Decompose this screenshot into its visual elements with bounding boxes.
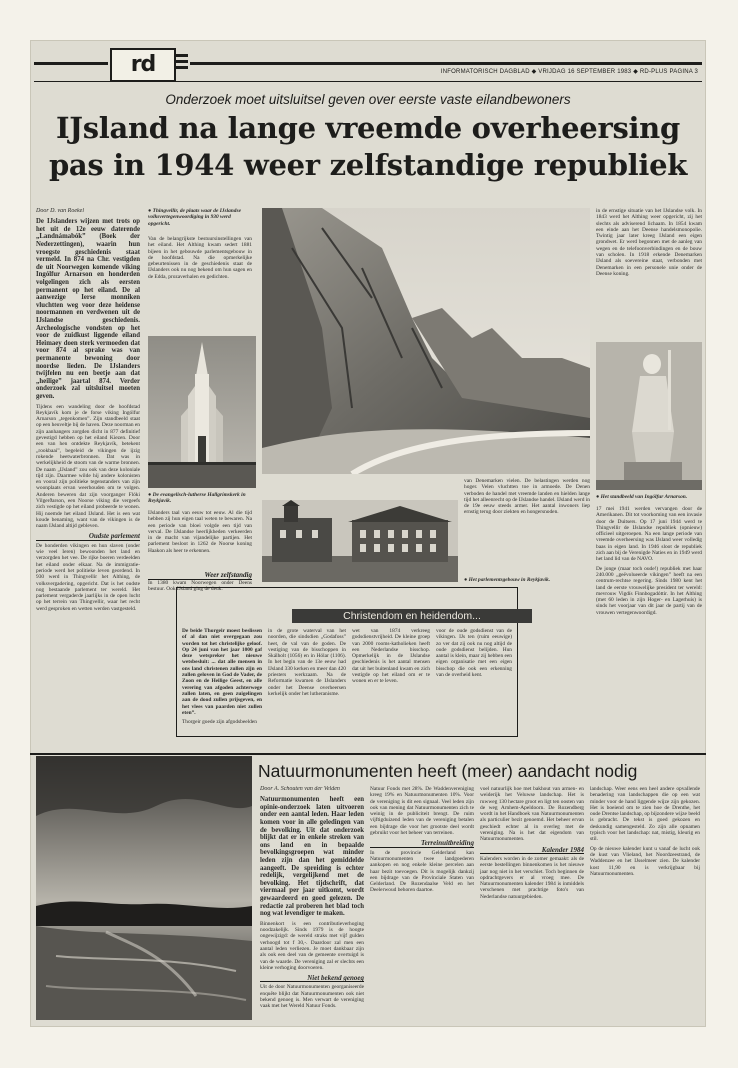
- body-text: Van de belangrijkste bestuursinstellingen van het eiland. Het Althing kwam sedert 1881 bijeen in het gebouwde parlementsgebouw in de hoofdstad. Na die opmerkelijke gebeurtenissen in de geschiedenis staat de IJslanders ook nu nog bekend om hun sagen en de Edda, prozaverhalen en gedichten.: [148, 236, 252, 280]
- article2-byline: Door A. Schouten van der Velden: [260, 786, 340, 792]
- subhead-weer-zelfstandig: Weer zelfstandig: [148, 571, 252, 580]
- body-text: De honderden vikingen en hun slaven (onder wie veel Ieren) bewoonden het land en verzorgden het vee. De rijke boeren verdeelden het eiland onder elkaar. Na de immigratie-periode werd het politieke leven geordend. In 930 werd in Thingvellir het Althing, de volksvergadering, opgericht. Dat is het oudste nog bestaande parlement ter wereld. Het parlement vergaderde jaarlijks in de open lucht op het terrein van Thingvellir, waar het recht werd gesproken en wetten werden vastgesteld.: [36, 542, 140, 612]
- article-headline: [30, 110, 706, 184]
- box-column-2: [268, 628, 346, 732]
- subhead-oudste-parlement: Oudste parlement: [36, 533, 140, 540]
- christendom-banner: Christendom en heidendom...: [292, 609, 532, 623]
- subhead-kalender: Kalender 1984: [480, 847, 584, 854]
- body-text: IJslanders taal van eeuw tot eeuw. Al die tijd hebben zij hun eigen taal weten te bewaren. Na een periode van bloei volgde een tijd van verval. De IJslandse heerlijkheden verkeerden in de macht van vijandelijke partijen. Het parlement besloot in 1262 de Noorse koning Haakon als heer te erkennen.: [148, 510, 252, 554]
- body-text: De jonge (maar toch oude!) republiek met haar 240.000 „geëvolueerde vikingen” heeft na een centrum-rechtse regering. Sinds 1980 kent het land de eerste vrouwelijke president ter wereld: mevrouw Vigdís Finnbogadóttir. In het Althing (met 60 leden in zijn Hoger- en Lagerhuis) is sinds het voorjaar van dit jaar de partij van de vrouwen vertegenwoordigd.: [596, 565, 702, 616]
- body-text: wet van 1874 verkreeg godsdienstvrijheid. De kleine groep van 2000 rooms-katholieken heeft een Nederlandse bisschop. Opmerkelijk in de IJslandse geschiedenis is het aantal mensen dat uit het buitenland kwam en zich vestigde op het eiland om er te wonen en er te leven.: [352, 628, 430, 685]
- body-text: Thorgeir goede zijn afgodsbeelden: [182, 719, 257, 726]
- parliament-illustration: [262, 500, 458, 582]
- article-column-1: [36, 208, 140, 748]
- photo-statue: [596, 342, 702, 490]
- subhead-terreinuitbreiding: Terreinuitbreiding: [370, 840, 474, 847]
- article2-lead: Natuurmonumenten heeft een opinie-onderzoek laten uitvoeren onder een aantal leden. Haar leden komen voor in alle geledingen van de bevolking. Uit dat onderzoek blijkt dat er in enkele streken van ons land en in bepaalde bevolkingsgroepen wat minder leden zijn dan het gemiddelde aangeeft. De spreiding is echter redelijk, vergelijkend met de bevolking. Het tijdschrift, dat viermaal per jaar uitkomt, wordt gewaardeerd en goed gelezen. De redactie zal proberen het blad toch nog wat levendiger te maken.: [260, 796, 364, 918]
- caption-parliament: ● Het parlementsgebouw in Reykjavík.: [464, 577, 551, 583]
- caption-thingvellir: ● Thingvellir, de plaats waar de IJslandse volksvertegenwoordiging in 930 werd opgericht.: [148, 208, 241, 227]
- article-column-2-top: [148, 236, 252, 302]
- masthead: [34, 48, 702, 82]
- byline: Door D. van Roekel: [36, 208, 84, 214]
- box-column-3: [352, 628, 430, 732]
- body-text: voel natuurlijk hoe met bakhout van armen- en weiderijk het Veluwse landschap. Het is ruwweg 130 hectare groot en ligt ten oosten van de weg Arnhem-Apeldoorn. De Rozendberg wordt in het Handboek van Natuurmonumenten als particulier bezit genoemd. Het beheer ervan geschiedt echter al in overleg met de vereniging. Na is het dat eigendom van Natuurmonumenten.: [480, 786, 584, 843]
- body-text: in de ernstige situatie van het IJslandse volk. In 1843 werd het Althing weer opgericht, zij het slechts als adviserend lichaam. In 1854 kwam een einde aan het Deense handelsmonopolie. Twintig jaar later kreeg IJsland een eigen grondwet. Er werd begonnen met de aanleg van wegen en de telefoonverbindingen en de bouw van scholen. In 1918 erkende Denemarken IJsland als soevereine staat, verbonden met Denemarken in een personele unie onder de Deense koning.: [596, 208, 702, 277]
- church-illustration: [148, 336, 256, 488]
- body-text: in de grote waterval van het noorden, die sindsdien „Godafoss” heet, de val van de goden. De vestiging van de bisschoppen in Skálholt (1056) en in Hólar (1106). In het begin van de 13e eeuw had IJsland 330 kerken en meer dan 420 priesters werkzaam. Na de Reformatie kwamen de IJslanders onder het Deense overheersen kerkelijk onder het lutheranisme.: [268, 628, 346, 697]
- body-text: voor de oude godsdienst van de vikingen. IJs ten (ruim eeuwige) zo ver dat zij ook nu nog altijd de oude godsdienst belijden. Hun aantal is klein, maar zij hebben een eigen organisatie met een eigen bisschop die ook een erkenning van de overheid kent.: [436, 628, 512, 679]
- newspaper-page: [30, 40, 706, 1027]
- article-column-4-bottom: [596, 506, 702, 752]
- box-column-4: [436, 628, 512, 732]
- article2-column-2: [370, 786, 474, 1022]
- masthead-rule-right: [190, 62, 702, 65]
- article-kicker: Onderzoek moet uitsluitsel geven over eerste vaste eilandbewoners: [165, 92, 571, 107]
- headline-line-1: IJsland na lange vreemde overheersing: [56, 111, 680, 145]
- water-landscape: [36, 756, 252, 1020]
- statue-illustration: [596, 342, 702, 490]
- section-divider: [30, 753, 706, 755]
- body-text: Uit de door Natuurmonumenten georganiseerde enquête blijkt dat Natuurmonumenten ook niet bekend genoeg is. Men verwart de vereniging vaak met het Wereld Natuur Fonds.: [260, 984, 364, 1010]
- article-column-2-mid: [148, 510, 252, 570]
- body-text: Binnenkort is een contributieverhoging noodzakelijk. Sinds 1979 is de hoogte ongewijzigd: de wereld straks met vijf gulden verhoogd tot f 30,-. Daardoor zal men een aantal leden verliezen. Je moet dankbaar zijn als ook een deel van de gemeente overtuigd is van de waarde. De vereniging zal er slechts een kleine verhoging doorvoeren.: [260, 920, 364, 971]
- box-column-1: [182, 628, 262, 732]
- article2-headline: Natuurmonumenten heeft (meer) aandacht nodig: [258, 761, 638, 781]
- body-text: Tijdens een wandeling door de hoofdstad Reykjavík kom je de forse viking Ingólfur Arnarson „tegenkomen”. Zijn standbeeld staat op een heuveltje bij de haven. Deze noorman en zijn aanhangers zorgden dicht in 877 definitief gevestigd hebben op het eiland Kiezen. Door een van hen ontdekte Reykjavík, betekent „rookbaai”, begeleid de vikingen de ijzig rokende heetwaterbronnen. Dat was in werkelijkheid de stoom van de warme bronnen. De naam „IJsland” zou ook van deze koloniale tijd zijn. Daarmee wilde hij andere kolonisten en vooral zijn politieke tegenstanders van zijn woonplaats ervan weerhouden om te volgen. Anderen beweren dat zijn voorganger Flóki Vilgerðarson, een Noorse viking die vergeefs zich vestigde op het eiland probeerde te wonen. Hij noemde het eiland IJsland. Het is een wat koude benaming, want van de vikingen is de naam IJsland altijd gebleven.: [36, 403, 140, 530]
- article-column-4-top: [596, 208, 702, 340]
- masthead-underline: [34, 81, 702, 82]
- caption-statue: ● Het standbeeld van Ingólfur Arnarson.: [596, 494, 688, 500]
- body-text: In de provincie Gelderland kan Natuurmonumenten twee landgoederen aankopen en nog enkele kleine percelen aan haar bezit toevoegen. Dit is mogelijk dankzij een bijdrage van de Provinciale Staten van Gelderland. De Rozendaalse Veld en het Deelerwoud behoren daartoe.: [370, 849, 474, 894]
- dateline: INFORMATORISCH DAGBLAD ◆ VRIJDAG 16 SEPTEMBER 1983 ◆ RD-PLUS PAGINA 3: [440, 69, 698, 75]
- photo-thingvellir: [262, 208, 590, 474]
- photo-landscape-water: [36, 756, 252, 1020]
- article2-column-3: [480, 786, 584, 1022]
- rock-landscape: [262, 208, 590, 474]
- body-text: De beide Thorgeir moest beslissen of al dan niet overgegaan zou worden tot het christelijke geloof. Op 24 juni van het jaar 1000 gaf deze wetspreker het nieuwe wetsbesluit: ... dat alle mensen in ons land christenen zullen zijn en zullen geloven in God de Vader, de Zoon en de Heilige Geest, en alle verering van afgoden achterwege zullen laten, en geen zuigelingen aan de dood zullen prijsgeven, en het vlees van paarden niet zullen eten”.: [182, 628, 262, 716]
- article2-column-1: [260, 786, 364, 1022]
- body-text: Kalenders worden in de zomer gemaakt: als de eerste bestellingen binnenkomen is het nieuwe jaar nog niet in het verschiet. Toch beginnen de opdrachtgevers er al vroeg mee. De Natuurmonumenten kalender 1984 is inmiddels verschenen met prachtige foto's van Nederlandse natuurgebieden.: [480, 855, 584, 900]
- body-text: Natuur Fonds met 28%. De Waddenvereniging kreeg 19% en Natuurmonumenten 10%. Voor de vereniging is dit een signaal. Veel leden zijn ook van mening dat Natuurmonumenten zich te weinig in de publiciteit brengt. De ruim vijftigduizend leden van de vereniging betalen een bijdrage die voor het grootste deel wordt gebruikt voor het beheer van terreinen.: [370, 786, 474, 837]
- headline-line-2: pas in 1944 weer zelfstandige republiek: [48, 148, 688, 182]
- body-text: Op de nieuwe kalender kunt u vanaf de lucht ook de kust van Vlieland, het Noordzeestrand, de Waddenzee en het IJsselmeer zien. De kalender kost 11,90 en is verkrijgbaar bij Natuurmonumenten.: [590, 845, 700, 877]
- logo-bars-icon: [174, 54, 188, 72]
- body-text: landschap. Weer eens een heel andere opvallende benadering van landschappen die op een wat minder voor de hand liggende wijze zijn gekozen. Het is boeiend om te zien hoe de Drenthe, het oude Drentse landschap, op bijzondere wijze beeld is gebracht. De tekst is goed gekozen en deskundig samengesteld. Zo zijn alle opnamen typisch voor het landschap: nat, mistig, kleurig en stil.: [590, 786, 700, 843]
- body-text: 17 mei 1941 werden vervangen door de Amerikanen. Dit tot voorkoming van een invasie door de Duitsers. Op 17 juni 1944 werd te Thingvellir de IJslandse republiek (opnieuw) officieel uitgeroepen. Na een lange periode van vreemde overheersing was IJsland weer volledig baas in eigen land. In 1946 sloot de republiek zich aan bij de Verenigde Naties en in 1949 werd het land lid van de NAVO.: [596, 506, 702, 563]
- article2-column-4: [590, 786, 700, 1022]
- body-text: van Denemarken vielen. De belastingen werden nog hoger. Velen vluchtten toe in armoede. De Denen verboden de handel met vreemde landen en hielden lange tijd het alleenrecht op de IJslandse handel. IJsland werd in de 19e eeuw steeds armer. Het aantal inwoners liep ernstig terug door ziekten en hongersnoden.: [464, 478, 590, 516]
- rd-logo: rd: [110, 48, 176, 82]
- masthead-rule-left: [34, 62, 108, 65]
- photo-parliament: [262, 500, 458, 582]
- subhead-niet-bekend: Niet bekend genoeg: [260, 975, 364, 982]
- body-text: In 1380 kwam Noorwegen onder Deens bestuur. Ook IJsland ging de deuk.: [148, 580, 252, 593]
- article-column-3: [464, 478, 590, 578]
- caption-church: ● De evangelisch-lutherse Hallgrímskerk in Reykjavík.: [148, 492, 246, 505]
- photo-hallgrimskerk: [148, 336, 256, 488]
- article-lead: De IJslanders wijzen met trots op het uit de 12e eeuw daterende „Landnámabók” (Boek der Nederzettingen), waarin hun vroegste geschiedenis staat vermeld. In 874 na Chr. vestigden de uit Noorwegen komende viking Ingólfur Arnarson en honderden volgelingen zich als eersten permanent op het eiland. De al aanwezige Ierse monniken vluchtten weg voor deze heidense noormannen en verdwenen uit de IJslandse geschiedenis. Archeologische vondsten op het voor de zuidkust liggende eiland Heimaey doen sterk vermoeden dat voor 874 al sprake was van permanente bewoning door noordse lieden. De IJslanders twijfelen nu een beetje aan dat „heilige” jaartal 874. Verder onderzoek zal uitsluitsel moeten geven.: [36, 218, 140, 400]
